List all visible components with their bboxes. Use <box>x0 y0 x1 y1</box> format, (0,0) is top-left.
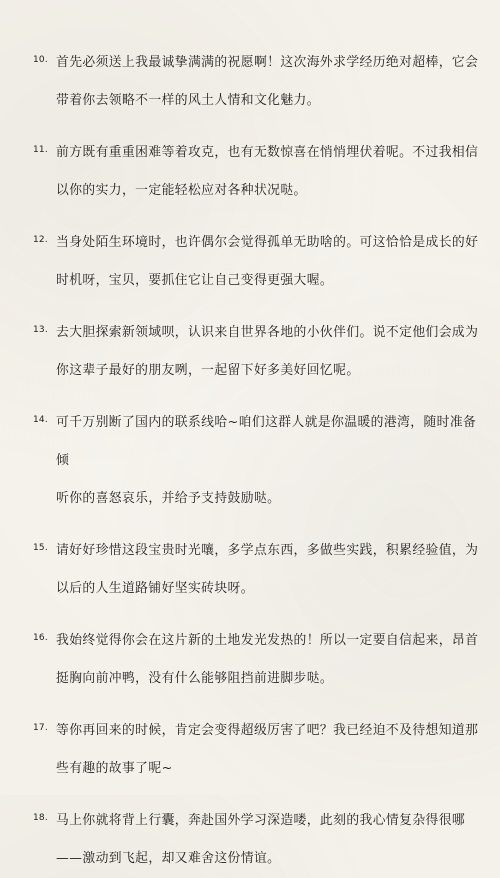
item-text-line: 挺胸向前冲鸭，没有什么能够阻挡前进脚步哒。 <box>56 671 334 686</box>
item-text-line: 带着你去领略不一样的风土人情和文化魅力。 <box>56 93 320 108</box>
list-item-14 <box>33 404 482 518</box>
item-text <box>56 224 482 300</box>
item-text-line: 你这辈子最好的朋友咧，一起留下好多美好回忆呢。 <box>56 363 360 378</box>
list-item-10 <box>33 44 482 120</box>
item-text-line: 马上你就将背上行囊，奔赴国外学习深造喽，此刻的我心情复杂得很哪 <box>56 813 466 828</box>
item-text-line: 时机呀，宝贝，要抓住它让自己变得更强大喔。 <box>56 273 334 288</box>
item-text-line: 等你再回来的时候，肯定会变得超级厉害了吧？我已经迫不及待想知道那 <box>56 723 479 738</box>
list-item-11 <box>33 134 482 210</box>
item-number: 13. <box>33 325 48 335</box>
item-text-line: 以后的人生道路铺好坚实砖块呀。 <box>56 581 254 596</box>
item-text-line: 首先必须送上我最诚挚满满的祝愿啊！这次海外求学经历绝对超棒，它会 <box>56 55 479 70</box>
item-text-line: 当身处陌生环境时，也许偶尔会觉得孤单无助啥的。可这恰恰是成长的好 <box>56 235 479 250</box>
item-number: 17. <box>33 723 48 733</box>
item-text-line: 些有趣的故事了呢~ <box>56 761 173 776</box>
item-text-line: 可千万别断了国内的联系线哈~咱们这群人就是你温暖的港湾，随时准备倾 <box>56 415 477 468</box>
list-item-17 <box>33 712 482 788</box>
item-number: 15. <box>33 543 48 553</box>
item-text-line: 前方既有重重困难等着攻克，也有无数惊喜在悄悄埋伏着呢。不过我相信 <box>56 145 479 160</box>
item-text-line: 以你的实力，一定能轻松应对各种状况哒。 <box>56 183 307 198</box>
item-text <box>56 314 482 390</box>
list-item-12 <box>33 224 482 300</box>
item-number: 12. <box>33 235 48 245</box>
item-text-line: 去大胆探索新领域呗，认识来自世界各地的小伙伴们。说不定他们会成为 <box>56 325 479 340</box>
item-text-line: 听你的喜怒哀乐，并给予支持鼓励哒。 <box>56 491 281 506</box>
item-text <box>56 44 482 120</box>
item-text-line: ——激动到飞起，却又难舍这份情谊。 <box>56 851 281 866</box>
item-number: 18. <box>33 813 48 823</box>
item-number: 10. <box>33 55 48 65</box>
list-item-13 <box>33 314 482 390</box>
item-number: 14. <box>33 415 48 425</box>
item-text-line: 请好好珍惜这段宝贵时光嚷，多学点东西，多做些实践，积累经验值，为 <box>56 543 479 558</box>
item-text-line: 我始终觉得你会在这片新的土地发光发热的！所以一定要自信起来，昂首 <box>56 633 479 648</box>
item-text <box>56 712 482 788</box>
item-text <box>56 404 482 518</box>
item-number: 16. <box>33 633 48 643</box>
list-item-16 <box>33 622 482 698</box>
item-text <box>56 802 482 878</box>
item-text <box>56 622 482 698</box>
item-text <box>56 134 482 210</box>
item-text <box>56 532 482 608</box>
item-number: 11. <box>33 145 48 155</box>
list-item-15 <box>33 532 482 608</box>
list-item-18 <box>33 802 482 878</box>
